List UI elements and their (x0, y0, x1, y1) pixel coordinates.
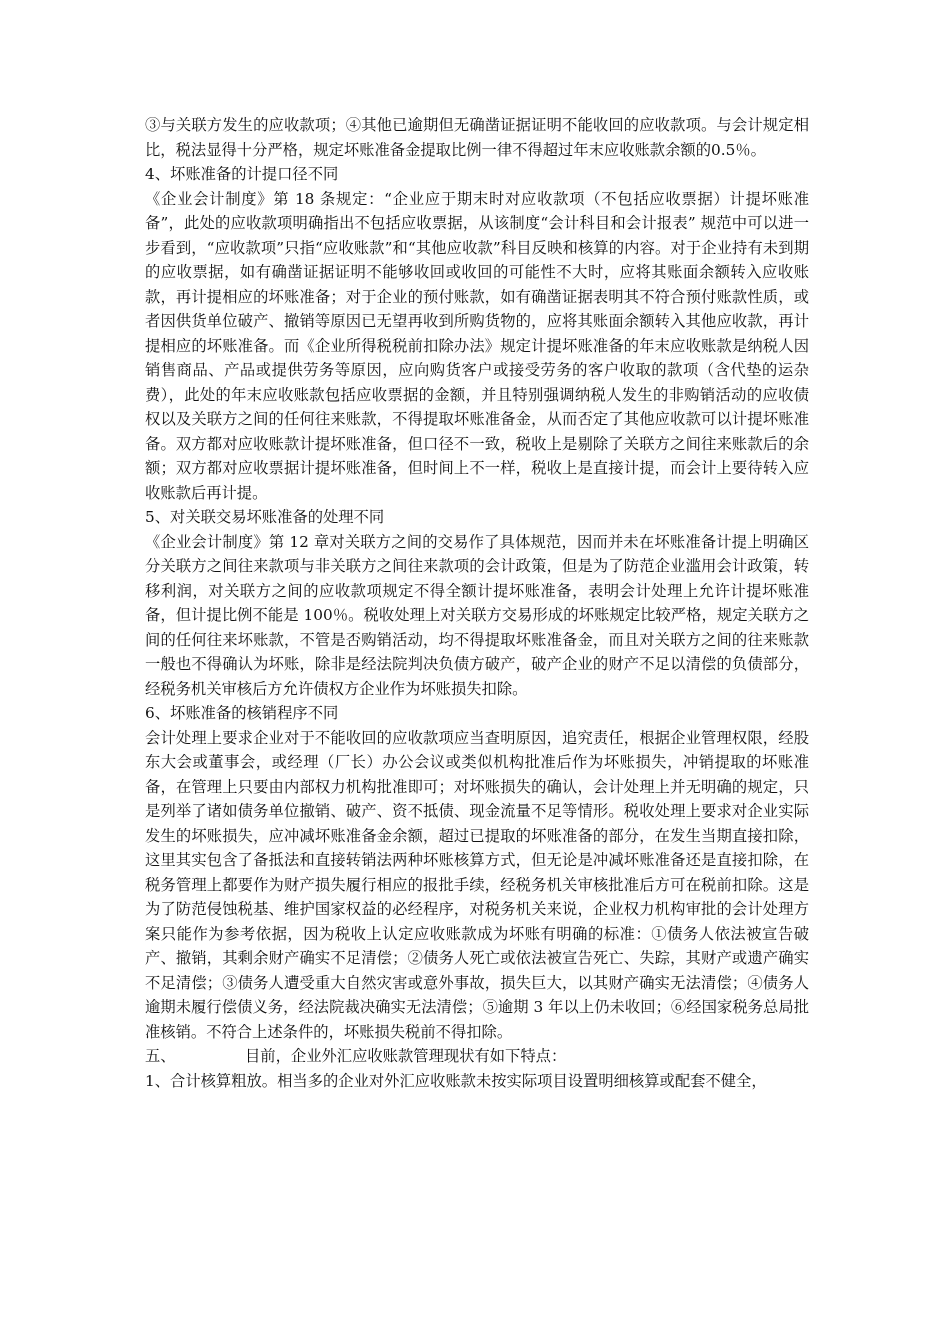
section-five-heading (145, 1044, 809, 1069)
paragraph-write-off-procedure: 会计处理上要求企业对于不能收回的应收款项应当查明原因，追究责任，根据企业管理权限，经股东大会或董事会，或经理（厂长）办公会议或类似机构批准后作为坏账损失，冲销提取的坏账准备，在管理上只要由内部权力机构批准即可；对坏账损失的确认，会计处理上并无明确的规定，只是列举了诸如债务单位撤销、破产、资不抵债、现金流量不足等情形。税收处理上要求对企业实际发生的坏账损失，应冲减坏账准备金余额，超过已提取的坏账准备的部分，在发生当期直接扣除，这里其实包含了备抵法和直接转销法两种坏账核算方式，但无论是冲减坏账准备还是直接扣除，在税务管理上都要作为财产损失履行相应的报批手续，经税务机关审核批准后方可在税前扣除。这是为了防范侵蚀税基、维护国家权益的必经程序，对税务机关来说，企业权力机构审批的会计处理方案只能作为参考依据，因为税收上认定应收账款成为坏账有明确的标准：①债务人依法被宣告破产、撤销，其剩余财产确实不足清偿；②债务人死亡或依法被宣告死亡、失踪，其财产或遗产确实不足清偿；③债务人遭受重大自然灾害或意外事故，损失巨大，以其财产确实无法清偿；④债务人逾期未履行偿债义务，经法院裁决确实无法清偿；⑤逾期 3 年以上仍未收回；⑥经国家税务总局批准核销。不符合上述条件的，坏账损失税前不得扣除。 (145, 728, 809, 1041)
heading-write-off-procedure: 6、坏账准备的核销程序不同 (145, 704, 339, 722)
section-five-number: 五、 (145, 1047, 176, 1065)
document-page (145, 113, 809, 1093)
paragraph-related-party-treatment: 《企业会计制度》第 12 章对关联方之间的交易作了具体规范，因而并未在坏账准备计提上明确区分关联方之间往来款项与非关联方之间往来款项的会计政策，但是为了防范企业滥用会计政策，转移利润，对关联方之间的应收款项规定不得全额计提坏账准备，表明会计处理上允许计提坏账准备，但计提比例不能是 100％。税收处理上对关联方交易形成的坏账规定比较严格，规定关联方之间的任何往来坏账款，不管是否购销活动，均不得提取坏账准备金，而且对关联方之间的往来账款一般也不得确认为坏账，除非是经法院判决负债方破产，破产企业的财产不足以清偿的负债部分，经税务机关审核后方允许债权方企业作为坏账损失扣除。 (145, 532, 809, 698)
paragraph-provision-scope: 《企业会计制度》第 18 条规定：“企业应于期末时对应收款项（不包括应收票据）计提坏账准备”，此处的应收款项明确指出不包括应收票据，从该制度“会计科目和会计报表” 规范中可以进一步看到，“应收款项”只指“应收账款”和“其他应收款”科目反映和核算的内容。对于企业持有未到期的应收票据，如有确凿证据证明不能够收回或收回的可能性不大时，应将其账面余额转入应收账款，再计提相应的坏账准备；对于企业的预付账款，如有确凿证据表明其不符合预付账款性质，或者因供货单位破产、撤销等原因已无望再收到所购货物的，应将其账面余额转入其他应收款，再计提相应的坏账准备。而《企业所得税税前扣除办法》规定计提坏账准备的年末应收账款是纳税人因销售商品、产品或提供劳务等原因，应向购货客户或接受劳务的客户收取的款项（含代垫的运杂费），此处的年末应收账款包括应收票据的金额，并且特别强调纳税人发生的非购销活动的应收债权以及关联方之间的任何往来账款，不得提取坏账准备金，从而否定了其他应收款可以计提坏账准备。双方都对应收账款计提坏账准备，但口径不一致，税收上是剔除了关联方之间往来账款后的余额；双方都对应收票据计提坏账准备，但时间上不一样，税收上是直接计提，而会计上要待转入应收账款后再计提。 (145, 189, 809, 502)
section-five-title: 目前，企业外汇应收账款管理现状有如下特点： (245, 1047, 567, 1065)
heading-provision-scope: 4、坏账准备的计提口径不同 (145, 165, 339, 183)
paragraph-tax-bad-debt-limits: ③与关联方发生的应收款项；④其他已逾期但无确凿证据证明不能收回的应收款项。与会计规定相比，税法显得十分严格，规定坏账准备金提取比例一律不得超过年末应收账款余额的0.5％。 (145, 116, 809, 159)
paragraph-accounting-extensive: 1、合计核算粗放。相当多的企业对外汇应收账款未按实际项目设置明细核算或配套不健全， (145, 1071, 767, 1090)
heading-related-party-treatment: 5、对关联交易坏账准备的处理不同 (145, 508, 385, 526)
